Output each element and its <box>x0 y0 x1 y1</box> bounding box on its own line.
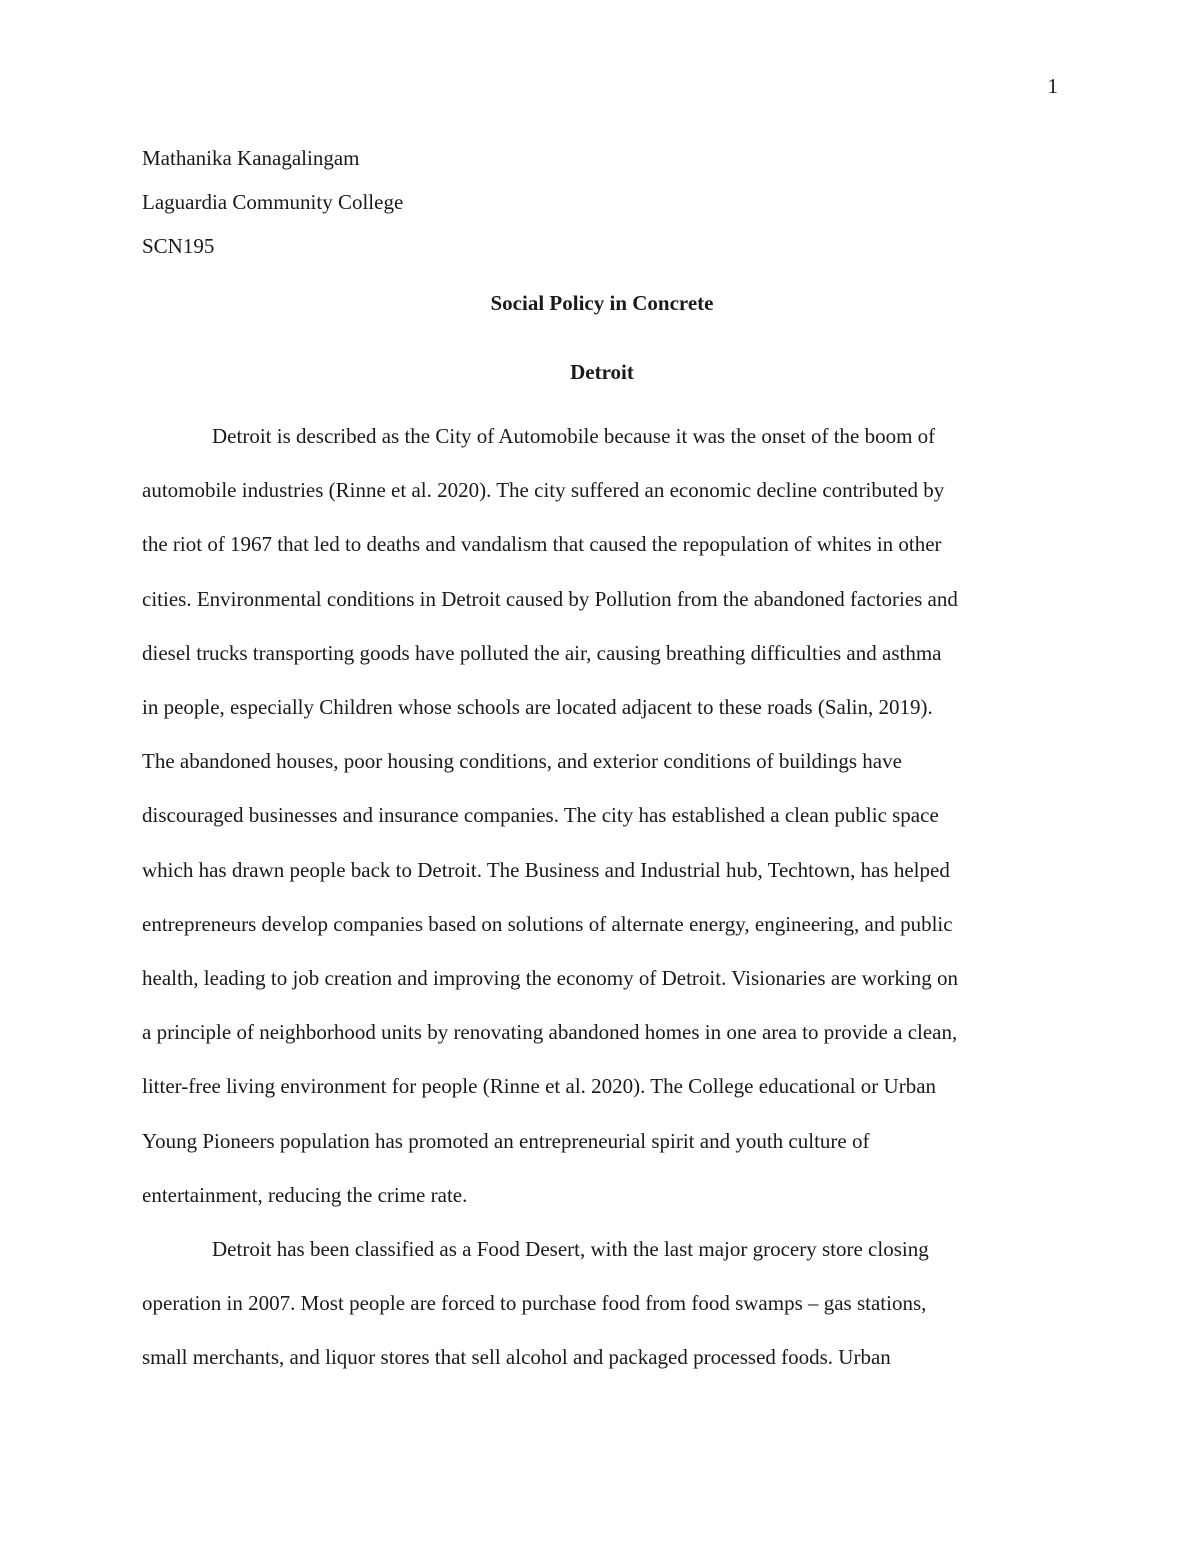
paragraph-line: Detroit has been classified as a Food Desert, with the last major grocery store closing <box>212 1237 929 1262</box>
paragraph-line: a principle of neighborhood units by renovating abandoned homes in one area to provide a clean, <box>142 1020 958 1045</box>
paragraph-line: the riot of 1967 that led to deaths and vandalism that caused the repopulation of whites in other <box>142 532 942 557</box>
paragraph-line: litter-free living environment for people (Rinne et al. 2020). The College educational or Urban <box>142 1074 937 1099</box>
paragraphs <box>142 409 1062 1385</box>
document-title: Social Policy in Concrete <box>490 291 714 315</box>
paragraph-line: health, leading to job creation and improving the economy of Detroit. Visionaries are working on <box>142 966 958 991</box>
author-name: Mathanika Kanagalingam <box>142 146 360 170</box>
section-heading: Detroit <box>570 360 634 384</box>
paragraph-line: discouraged businesses and insurance companies. The city has established a clean public space <box>142 803 939 828</box>
page-number: 1 <box>1047 74 1058 98</box>
institution-name: Laguardia Community College <box>142 190 404 214</box>
paragraph-line: The abandoned houses, poor housing conditions, and exterior conditions of buildings have <box>142 749 902 774</box>
body-paragraph <box>142 409 1062 1222</box>
paragraph-line: operation in 2007. Most people are forced to purchase food from food swamps – gas stations, <box>142 1291 927 1316</box>
paragraph-line: entrepreneurs develop companies based on solutions of alternate energy, engineering, and public <box>142 911 953 936</box>
paragraph-line: which has drawn people back to Detroit. The Business and Industrial hub, Techtown, has helped <box>142 857 950 882</box>
paragraph-line: small merchants, and liquor stores that sell alcohol and packaged processed foods. Urban <box>142 1345 891 1370</box>
paragraph-line: cities. Environmental conditions in Detroit caused by Pollution from the abandoned factories and <box>142 586 958 611</box>
paragraph-line: entertainment, reducing the crime rate. <box>142 1182 468 1207</box>
paragraph-line: automobile industries (Rinne et al. 2020). The city suffered an economic decline contributed by <box>142 478 945 503</box>
document-body <box>142 136 1062 1385</box>
body-paragraph <box>142 1222 1062 1385</box>
course-code: SCN195 <box>142 234 215 258</box>
paragraph-line: in people, especially Children whose schools are located adjacent to these roads (Salin, 2019). <box>142 695 933 720</box>
paragraph-line: diesel trucks transporting goods have polluted the air, causing breathing difficulties and asthma <box>142 640 942 665</box>
paragraph-line: Young Pioneers population has promoted an entrepreneurial spirit and youth culture of <box>142 1128 870 1153</box>
paragraph-line: Detroit is described as the City of Automobile because it was the onset of the boom of <box>212 424 936 448</box>
